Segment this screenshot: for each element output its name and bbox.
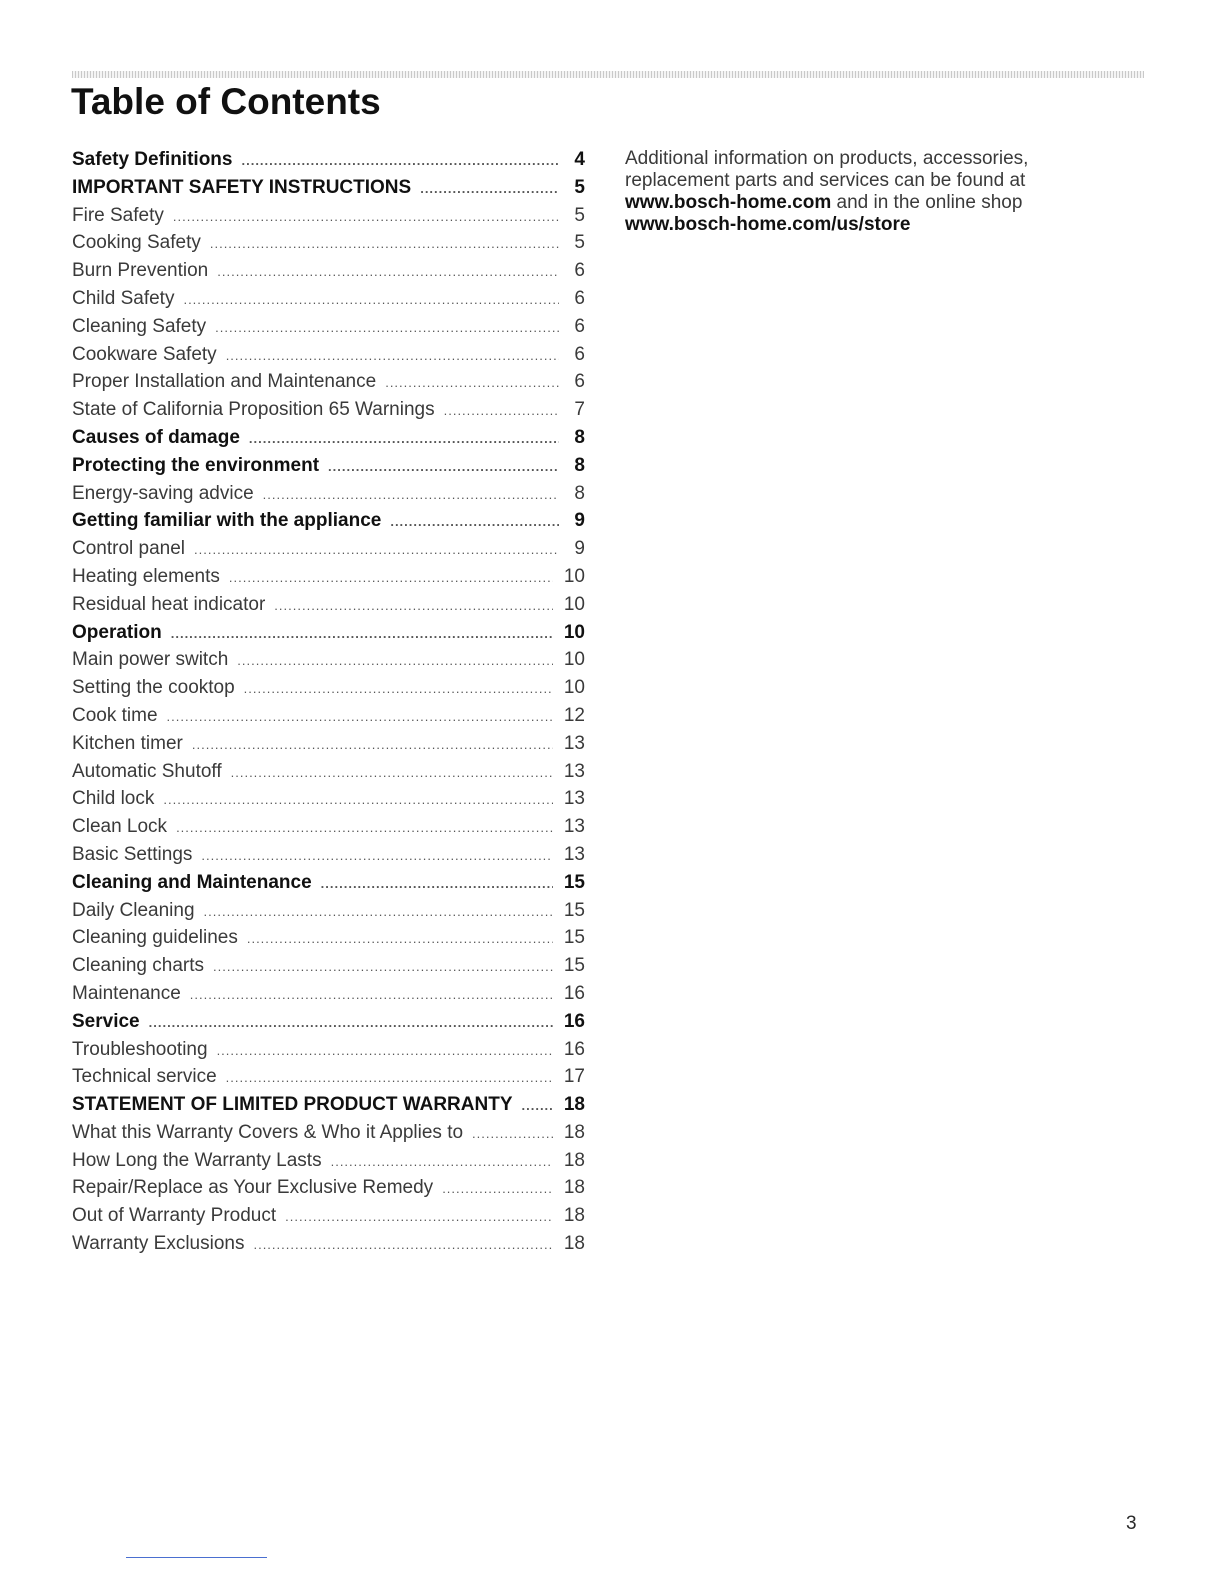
toc-entry-title: How Long the Warranty Lasts [72, 1149, 322, 1171]
toc-entry[interactable] [72, 146, 585, 174]
toc-entry[interactable] [72, 646, 585, 674]
toc-dot-leader [442, 1175, 553, 1203]
toc-entry[interactable] [72, 619, 585, 647]
toc-entry-title: Proper Installation and Maintenance [72, 371, 377, 393]
toc-entry-page: 16 [563, 1010, 585, 1032]
toc-entry[interactable] [72, 702, 585, 730]
top-divider [72, 71, 1144, 78]
toc-entry-page: 10 [563, 677, 585, 699]
toc-entry-page: 16 [563, 982, 585, 1004]
toc-entry-title: Fire Safety [72, 204, 164, 226]
toc-entry-title: Burn Prevention [72, 260, 209, 282]
toc-dot-leader [213, 953, 553, 981]
toc-entry-title: Cook time [72, 704, 158, 726]
toc-entry[interactable] [72, 591, 585, 619]
toc-entry-title: Protecting the environment [72, 454, 320, 476]
toc-entry[interactable] [72, 758, 585, 786]
toc-dot-leader [190, 981, 553, 1009]
toc-entry-title: Troubleshooting [72, 1038, 208, 1060]
page-number: 3 [1126, 1513, 1137, 1534]
toc-entry-page: 17 [563, 1066, 585, 1088]
toc-entry-title: Residual heat indicator [72, 593, 266, 615]
toc-dot-leader [229, 564, 553, 592]
toc-entry-title: IMPORTANT SAFETY INSTRUCTIONS [72, 176, 412, 198]
toc-dot-leader [231, 759, 553, 787]
toc-entry[interactable] [72, 257, 585, 285]
toc-entry-title: Cleaning and Maintenance [72, 871, 312, 893]
toc-entry-page: 6 [574, 287, 585, 309]
toc-dot-leader [226, 1064, 553, 1092]
toc-entry-page: 10 [563, 565, 585, 587]
toc-entry-page: 13 [563, 843, 585, 865]
toc-dot-leader [390, 508, 559, 536]
toc-entry-page: 13 [563, 760, 585, 782]
toc-entry-title: Operation [72, 621, 162, 643]
toc-dot-leader [171, 620, 553, 648]
toc-dot-leader [149, 1009, 553, 1037]
toc-entry-page: 8 [574, 482, 585, 504]
info-line: Additional information on products, accessories, [625, 148, 1029, 169]
info-text: and in the online shop [831, 192, 1023, 213]
toc-entry-page: 16 [563, 1038, 585, 1060]
page-title: Table of Contents [71, 81, 381, 122]
toc-entry[interactable] [72, 1008, 585, 1036]
toc-dot-leader [210, 230, 559, 258]
toc-entry-page: 13 [563, 732, 585, 754]
toc-entry[interactable] [72, 785, 585, 813]
toc-entry[interactable] [72, 980, 585, 1008]
toc-dot-leader [244, 675, 553, 703]
toc-entry[interactable] [72, 1091, 585, 1119]
toc-dot-leader [385, 369, 559, 397]
toc-dot-leader [201, 842, 553, 870]
toc-entry[interactable] [72, 1063, 585, 1091]
toc-dot-leader [253, 1231, 553, 1259]
toc-entry-page: 6 [574, 260, 585, 282]
toc-entry-page: 15 [563, 927, 585, 949]
toc-entry[interactable] [72, 368, 585, 396]
toc-entry-page: 18 [563, 1149, 585, 1171]
toc-entry-title: Control panel [72, 538, 186, 560]
toc-entry[interactable] [72, 452, 585, 480]
toc-entry-page: 10 [563, 621, 585, 643]
toc-entry[interactable] [72, 563, 585, 591]
toc-entry-page: 18 [563, 1094, 585, 1116]
toc-dot-leader [183, 286, 559, 314]
toc-entry[interactable] [72, 1230, 585, 1258]
toc-entry-page: 4 [574, 149, 585, 170]
toc-entry-title: Service [72, 1010, 140, 1032]
toc-entry[interactable] [72, 202, 585, 230]
toc-entry-title: Getting familiar with the appliance [72, 510, 382, 532]
toc-entry-title: Clean Lock [72, 816, 168, 838]
toc-dot-leader [192, 731, 553, 759]
toc-dot-leader [321, 870, 553, 898]
toc-entry-page: 7 [574, 399, 585, 421]
toc-entry[interactable] [72, 1147, 585, 1175]
toc-dot-leader [215, 314, 559, 342]
toc-entry[interactable] [72, 813, 585, 841]
toc-entry[interactable] [72, 1202, 585, 1230]
toc-entry[interactable] [72, 1174, 585, 1202]
toc-entry[interactable] [72, 730, 585, 758]
toc-entry-title: Child Safety [72, 287, 175, 309]
toc-dot-leader [328, 453, 559, 481]
toc-entry-page: 5 [574, 204, 585, 226]
toc-entry-title: Technical service [72, 1066, 217, 1088]
toc-entry-page: 13 [563, 816, 585, 838]
toc-entry-title: Automatic Shutoff [72, 760, 222, 782]
toc-entry-page: 6 [574, 315, 585, 337]
toc-entry-page: 8 [574, 426, 585, 448]
toc-dot-leader [176, 814, 553, 842]
toc-dot-leader [247, 925, 553, 953]
toc-entry-page: 15 [563, 955, 585, 977]
toc-entry-title: Cleaning Safety [72, 315, 207, 337]
toc-entry-page: 9 [574, 510, 585, 532]
toc-entry-page: 15 [563, 899, 585, 921]
toc-entry-title: Causes of damage [72, 426, 240, 448]
toc-entry[interactable] [72, 952, 585, 980]
toc-entry-page: 5 [574, 176, 585, 198]
toc-entry-title: Safety Definitions [72, 149, 233, 170]
toc-entry-title: Cooking Safety [72, 232, 201, 254]
toc-dot-leader [285, 1203, 553, 1231]
toc-entry-title: Setting the cooktop [72, 677, 235, 699]
toc-entry[interactable] [72, 480, 585, 508]
toc-entry-title: Child lock [72, 788, 155, 810]
bottom-divider [126, 1557, 267, 1558]
toc-dot-leader [226, 342, 559, 370]
toc-entry[interactable] [72, 396, 585, 424]
toc-entry-title: Heating elements [72, 565, 220, 587]
toc-entry-page: 18 [563, 1121, 585, 1143]
toc-entry-page: 10 [563, 649, 585, 671]
toc-entry-page: 18 [563, 1177, 585, 1199]
toc-entry[interactable] [72, 924, 585, 952]
toc-entry-title: What this Warranty Covers & Who it Applies to [72, 1121, 464, 1143]
toc-entry-title: Main power switch [72, 649, 229, 671]
toc-dot-leader [472, 1120, 553, 1148]
toc-entry-title: State of California Proposition 65 Warnings [72, 399, 435, 421]
toc-dot-leader [420, 175, 559, 203]
toc-entry[interactable] [72, 674, 585, 702]
toc-dot-leader [331, 1148, 553, 1176]
toc-dot-leader [241, 147, 559, 175]
toc-entry-page: 18 [563, 1205, 585, 1227]
toc-entry[interactable] [72, 313, 585, 341]
toc-entry[interactable] [72, 174, 585, 202]
toc-entry-title: Maintenance [72, 982, 181, 1004]
toc-entry-page: 12 [563, 704, 585, 726]
info-line [625, 192, 1145, 214]
toc-entry-page: 6 [574, 343, 585, 365]
toc-entry[interactable] [72, 841, 585, 869]
toc-entry[interactable] [72, 1036, 585, 1064]
toc-entry[interactable] [72, 341, 585, 369]
toc-entry[interactable] [72, 229, 585, 257]
toc-entry-title: Out of Warranty Product [72, 1205, 277, 1227]
toc-dot-leader [263, 481, 559, 509]
toc-entry-title: Cleaning charts [72, 955, 205, 977]
toc-entry-title: Repair/Replace as Your Exclusive Remedy [72, 1177, 434, 1199]
toc-entry-page: 8 [574, 454, 585, 476]
toc-dot-leader [204, 898, 553, 926]
toc-dot-leader [217, 1037, 553, 1065]
toc-entry[interactable] [72, 285, 585, 313]
toc-dot-leader [237, 647, 553, 675]
toc-entry-title: Daily Cleaning [72, 899, 195, 921]
toc-entry[interactable] [72, 535, 585, 563]
toc-entry[interactable] [72, 897, 585, 925]
toc-dot-leader [163, 786, 553, 814]
toc-entry[interactable] [72, 1119, 585, 1147]
website-link[interactable]: www.bosch-home.com [625, 192, 832, 213]
info-line [625, 214, 1145, 236]
toc-entry-page: 6 [574, 371, 585, 393]
toc-dot-leader [249, 425, 559, 453]
online-shop-link[interactable]: www.bosch-home.com/us/store [625, 214, 911, 235]
toc-dot-leader [522, 1092, 554, 1120]
toc-entry-page: 13 [563, 788, 585, 810]
toc-dot-leader [167, 703, 553, 731]
toc-dot-leader [194, 536, 559, 564]
toc-entry[interactable] [72, 507, 585, 535]
toc-entry-page: 10 [563, 593, 585, 615]
toc-dot-leader [173, 203, 559, 231]
toc-entry-page: 9 [574, 538, 585, 560]
toc-entry-title: Warranty Exclusions [72, 1233, 245, 1255]
toc-entry-title: STATEMENT OF LIMITED PRODUCT WARRANTY [72, 1094, 513, 1116]
toc-entry[interactable] [72, 869, 585, 897]
table-of-contents [72, 146, 585, 1258]
toc-entry-title: Kitchen timer [72, 732, 183, 754]
toc-entry[interactable] [72, 424, 585, 452]
additional-info [625, 148, 1145, 236]
toc-entry-page: 18 [563, 1233, 585, 1255]
toc-entry-page: 15 [563, 871, 585, 893]
toc-entry-page: 5 [574, 232, 585, 254]
toc-entry-title: Cleaning guidelines [72, 927, 238, 949]
toc-dot-leader [444, 397, 559, 425]
toc-entry-title: Basic Settings [72, 843, 193, 865]
info-line: replacement parts and services can be found at [625, 170, 1026, 191]
toc-dot-leader [274, 592, 553, 620]
toc-dot-leader [217, 258, 559, 286]
toc-entry-title: Cookware Safety [72, 343, 217, 365]
toc-entry-title: Energy-saving advice [72, 482, 254, 504]
